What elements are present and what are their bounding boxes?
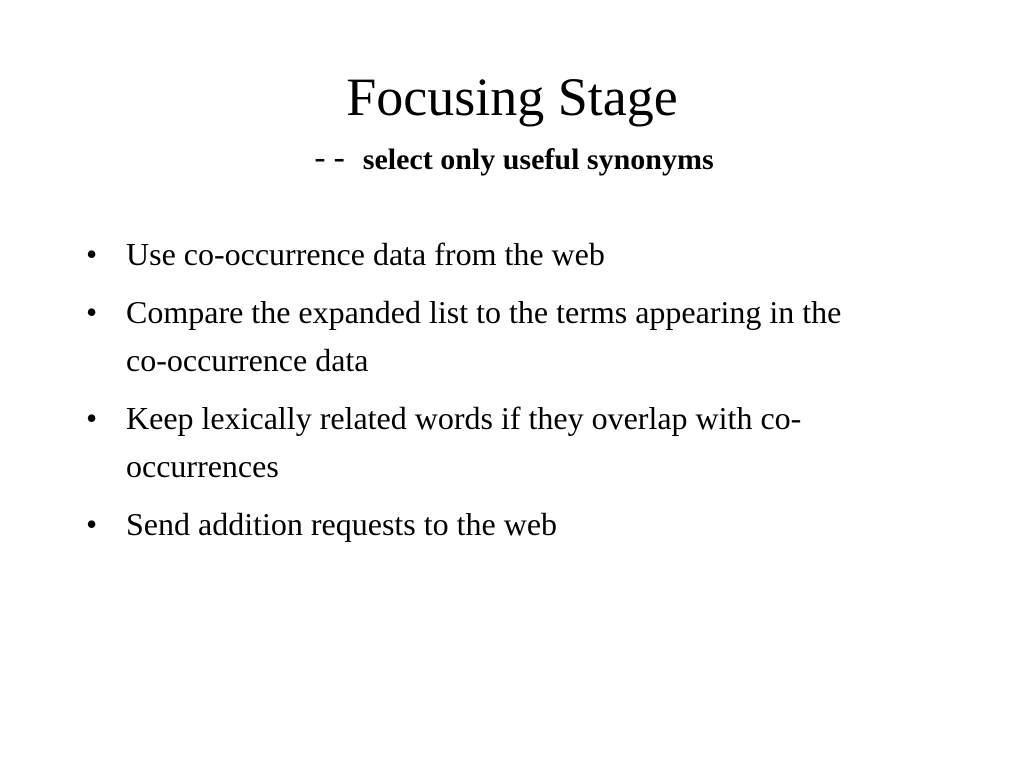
- bullet-item: [86, 500, 866, 548]
- bullet-text: Keep lexically related words if they overlap with co-occurrences: [126, 400, 802, 484]
- bullet-icon: •: [86, 400, 98, 436]
- bullet-icon: •: [86, 236, 98, 272]
- bullet-list: [86, 230, 866, 558]
- subtitle-text: select only useful synonyms: [362, 143, 714, 176]
- bullet-item: [86, 394, 866, 490]
- bullet-text: Compare the expanded list to the terms appearing in the co-occurrence data: [126, 294, 842, 378]
- subtitle-dash: --: [310, 142, 349, 179]
- bullet-text: Use co-occurrence data from the web: [126, 236, 605, 272]
- bullet-icon: •: [86, 506, 98, 542]
- bullet-icon: •: [86, 294, 98, 330]
- title-block: [0, 62, 1024, 181]
- bullet-item: [86, 230, 866, 278]
- slide-subtitle: [0, 138, 1024, 181]
- bullet-item: [86, 288, 866, 384]
- bullet-text: Send addition requests to the web: [126, 506, 558, 542]
- slide-title: Focusing Stage: [346, 67, 678, 127]
